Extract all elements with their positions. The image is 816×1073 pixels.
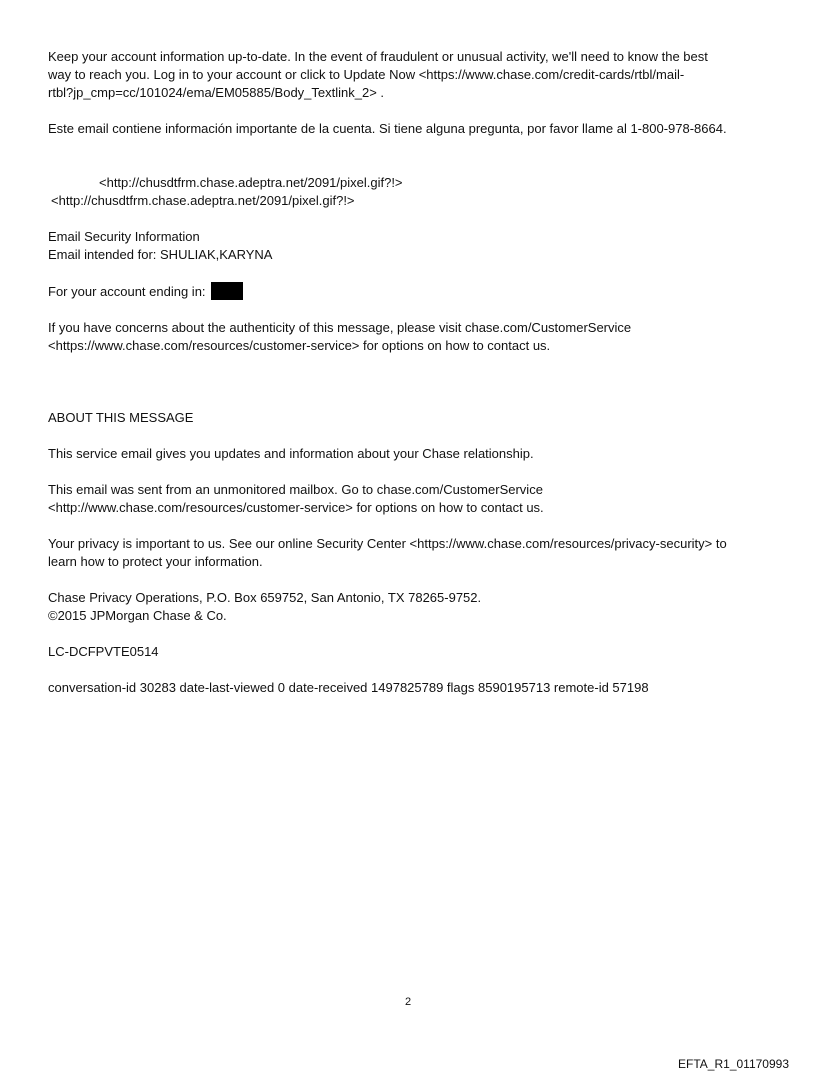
page-number: 2 (404, 996, 412, 1008)
about-heading: ABOUT THIS MESSAGE (48, 410, 194, 425)
privacy-line-1: Your privacy is important to us. See our online Security Center <https://www.chase.com/resources/privacy-security> to (48, 536, 727, 551)
account-ending-label: For your account ending in: (48, 284, 206, 299)
intro-line-1: Keep your account information up-to-date. In the event of fraudulent or unusual activity, we'll need to know the best (48, 49, 708, 64)
security-info (48, 228, 770, 264)
spacer (48, 517, 770, 535)
conversation-metadata: conversation-id 30283 date-last-viewed 0 date-received 1497825789 flags 8590195713 remote-id 57198 (48, 680, 649, 695)
unmonitored-mailbox-para (48, 481, 770, 517)
service-email-text: This service email gives you updates and information about your Chase relationship. (48, 446, 534, 461)
document-id: EFTA_R1_01170993 (678, 1057, 789, 1071)
tracking-pixels (48, 174, 770, 210)
service-email-para (48, 445, 770, 463)
privacy-para (48, 535, 770, 571)
copyright: ©2015 JPMorgan Chase & Co. (48, 608, 227, 623)
spacer (48, 427, 770, 445)
intended-recipient: Email intended for: SHULIAK,KARYNA (48, 247, 273, 262)
spanish-notice (48, 120, 770, 138)
spacer (48, 463, 770, 481)
authenticity-line-2: <https://www.chase.com/resources/customer-service> for options on how to contact us. (48, 338, 551, 353)
message-code: LC-DCFPVTE0514 (48, 644, 159, 659)
spacer (48, 301, 770, 319)
intro-paragraph (48, 48, 770, 102)
unmonitored-line-2: <http://www.chase.com/resources/customer-service> for options on how to contact us. (48, 500, 544, 515)
security-info-heading: Email Security Information (48, 229, 200, 244)
tracking-pixel-link-1[interactable]: <http://chusdtfrm.chase.adeptra.net/2091/pixel.gif?!> (99, 175, 403, 190)
account-ending (48, 282, 770, 301)
email-body (48, 48, 770, 697)
authenticity-line-1: If you have concerns about the authenticity of this message, please visit chase.com/CustomerService (48, 320, 632, 335)
metadata-para (48, 679, 770, 697)
intro-line-2: way to reach you. Log in to your account or click to Update Now <https://www.chase.com/credit-cards/rtbl/mail- (48, 67, 685, 82)
spacer (48, 138, 770, 174)
about-heading-para (48, 409, 770, 427)
unmonitored-line-1: This email was sent from an unmonitored mailbox. Go to chase.com/CustomerService (48, 482, 543, 497)
redaction-box (211, 282, 243, 300)
spacer (48, 625, 770, 643)
intro-line-3: rtbl?jp_cmp=cc/101024/ema/EM05885/Body_Textlink_2> . (48, 85, 385, 100)
tracking-pixel-link-2[interactable]: <http://chusdtfrm.chase.adeptra.net/2091/pixel.gif?!> (51, 193, 355, 208)
address-para (48, 589, 770, 625)
spanish-notice-text: Este email contiene información importante de la cuenta. Si tiene alguna pregunta, por favor llame al 1-800-978-8664. (48, 121, 727, 136)
spacer (48, 210, 770, 228)
spacer (48, 571, 770, 589)
spacer (48, 264, 770, 282)
spacer (48, 661, 770, 679)
privacy-address: Chase Privacy Operations, P.O. Box 659752, San Antonio, TX 78265-9752. (48, 590, 482, 605)
spacer (48, 355, 770, 409)
authenticity-notice (48, 319, 770, 355)
privacy-line-2: learn how to protect your information. (48, 554, 263, 569)
account-ending-line (48, 282, 770, 301)
spacer (48, 102, 770, 120)
code-para (48, 643, 770, 661)
